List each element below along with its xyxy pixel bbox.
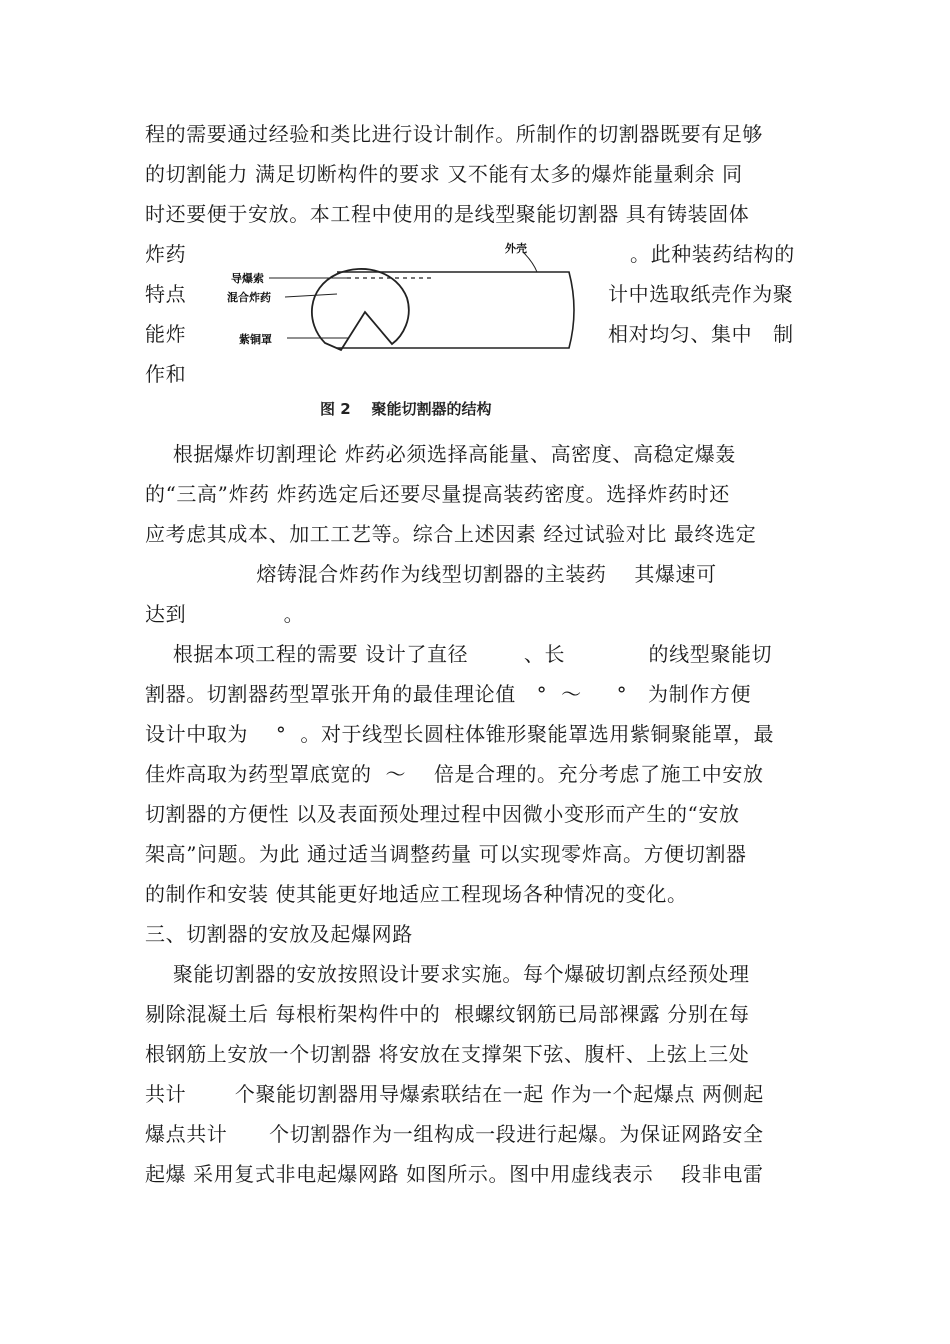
- text-line: 切割器的方便性 以及表面预处理过程中因微小变形而产生的“安放: [145, 802, 740, 826]
- text-line: 熔铸混合炸药作为线型切割器的主装药 其爆速可: [145, 562, 717, 586]
- label-mixed-explosive: 混合炸药: [227, 291, 271, 304]
- text-line: 剔除混凝土后 每根桁架构件中的 根螺纹钢筋已局部裸露 分别在每: [145, 1002, 750, 1026]
- text-line: 起爆 采用复式非电起爆网路 如图所示。图中用虚线表示 段非电雷: [145, 1162, 764, 1186]
- text-line: 时还要便于安放。本工程中使用的是线型聚能切割器 具有铸装固体: [145, 202, 750, 226]
- label-detonating-cord: 导爆索: [231, 272, 264, 285]
- text-line: 割器。切割器药型罩张开角的最佳理论值 ° ～ ° 为制作方便: [145, 682, 752, 706]
- text-line: 爆点共计 个切割器作为一组构成一段进行起爆。为保证网路安全: [145, 1122, 764, 1146]
- text-line: 根据爆炸切割理论 炸药必须选择高能量、高密度、高稳定爆轰: [145, 442, 736, 466]
- outer-shell: [337, 272, 574, 348]
- text-line-wrap-right: 。此种装药结构的: [630, 242, 795, 266]
- figure-caption: 图 2 聚能切割器的结构: [320, 400, 492, 418]
- text-line: 达到 。: [145, 602, 305, 626]
- label-shell: 外壳: [505, 242, 527, 255]
- text-line: 的“三高”炸药 炸药选定后还要尽量提高装药密度。选择炸药时还: [145, 482, 730, 506]
- text-line-wrap-left: 作和: [145, 362, 187, 386]
- text-line: 的切割能力 满足切断构件的要求 又不能有太多的爆炸能量剩余 同: [145, 162, 743, 186]
- text-line: 应考虑其成本、加工工艺等。综合上述因素 经过试验对比 最终选定: [145, 522, 757, 546]
- cutter-diagram: [187, 228, 607, 426]
- label-copper-liner: 紫铜罩: [239, 333, 272, 346]
- text-line: 根据本项工程的需要 设计了直径 、长 的线型聚能切: [145, 642, 773, 666]
- text-line: 佳炸高取为药型罩底宽的 ～ 倍是合理的。充分考虑了施工中安放: [145, 762, 764, 786]
- figure-shaped-charge-cutter: [187, 228, 607, 426]
- text-line-wrap-left: 炸药: [145, 242, 187, 266]
- text-line: 设计中取为 ° 。对于线型长圆柱体锥形聚能罩选用紫铜聚能罩，最: [145, 722, 775, 746]
- text-line: 聚能切割器的安放按照设计要求实施。每个爆破切割点经预处理: [145, 962, 750, 986]
- text-line: 程的需要通过经验和类比进行设计制作。所制作的切割器既要有足够: [145, 122, 763, 146]
- text-line-wrap-right: 相对均匀、集中 制: [608, 322, 794, 346]
- text-line-wrap-left: 特点: [145, 282, 187, 306]
- text-line-wrap-left: 能炸: [145, 322, 187, 346]
- section-heading: 三、切割器的安放及起爆网路: [145, 922, 413, 946]
- text-line: 架高”问题。为此 通过适当调整药量 可以实现零炸高。方便切割器: [145, 842, 747, 866]
- leader-mixed-explosive: [285, 294, 337, 297]
- text-line: 共计 个聚能切割器用导爆索联结在一起 作为一个起爆点 两侧起: [145, 1082, 764, 1106]
- text-line-wrap-right: 计中选取纸壳作为聚: [608, 282, 794, 306]
- text-line: 的制作和安装 使其能更好地适应工程现场各种情况的变化。: [145, 882, 688, 906]
- text-line: 根钢筋上安放一个切割器 将安放在支撑架下弦、腹杆、上弦上三处: [145, 1042, 750, 1066]
